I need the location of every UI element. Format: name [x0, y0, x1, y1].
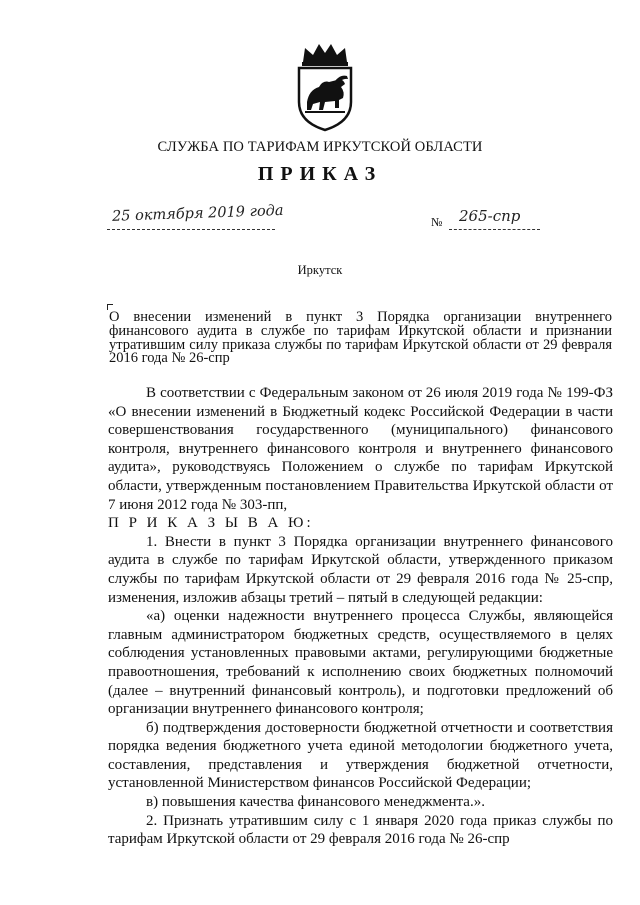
irkutsk-coat-of-arms-icon — [293, 40, 357, 132]
document-type-title: ПРИКАЗ — [257, 163, 383, 185]
number-underline — [449, 229, 540, 230]
item-1a-paragraph: «а) оценки надежности внутреннего процесса Службы, являющейся главным администратором бюджетных средств, осуществляемого в целях соблюдения установленных правовыми актами, регулирующими бюджетные правоотношения, требований к исполнению своих бюджетных полномочий (далее – внутренний финансовый контроль), и подготовки предложений об организации внутреннего финансового контроля; — [108, 608, 613, 718]
preamble-paragraph: В соответствии с Федеральным законом от 26 июля 2019 года № 199-ФЗ «О внесении изменений в Бюджетный кодекс Российской Федерации в части совершенствования государственного (муниципального) финансового контроля, внутреннего финансового контроля и внутреннего финансового аудита», руководствуясь Положением о службе по тарифам Иркутской области, утвержденным постановлением Правительства Иркутской области от 7 июня 2012 года № 303-пп, — [108, 385, 613, 513]
order-word: П Р И К А З Ы В А Ю: — [108, 515, 314, 532]
document-body — [108, 384, 613, 849]
city-name: Иркутск — [297, 263, 343, 277]
handwritten-date: 25 октября 2019 года — [111, 202, 284, 225]
agency-name: СЛУЖБА ПО ТАРИФАМ ИРКУТСКОЙ ОБЛАСТИ — [157, 139, 483, 155]
item-1b-paragraph: б) подтверждения достоверности бюджетной отчетности и соответствия порядка ведения бюджетного учета единой методологии бюджетного учета, составления, представления и утверждения бюджетной отчетности, установленной Министерством финансов Российской Федерации; — [108, 719, 613, 792]
item-1c-paragraph: в) повышения качества финансового менеджмента.». — [146, 794, 485, 811]
document-subject: О внесении изменений в пункт 3 Порядка организации внутреннего финансового аудита в службе по тарифам Иркутской области и признании утратившим силу приказа службы по тарифам Иркутской области от 29 февраля 2016 года № 26-спр — [109, 309, 612, 367]
number-sign: № — [431, 215, 443, 229]
handwritten-number: 265-спр — [459, 207, 521, 225]
item-2-paragraph: 2. Признать утратившим силу с 1 января 2020 года приказ службы по тарифам Иркутской области от 29 февраля 2016 года № 26-спр — [108, 812, 613, 848]
item-1-paragraph: 1. Внести в пункт 3 Порядка организации внутреннего финансового аудита в службе по тарифам Иркутской области, утвержденного приказом службы по тарифам Иркутской области от 29 февраля 2016 года № 25-спр, изменения, изложив абзацы третий – пятый в следующей редакции: — [108, 533, 613, 606]
date-underline — [107, 229, 275, 230]
